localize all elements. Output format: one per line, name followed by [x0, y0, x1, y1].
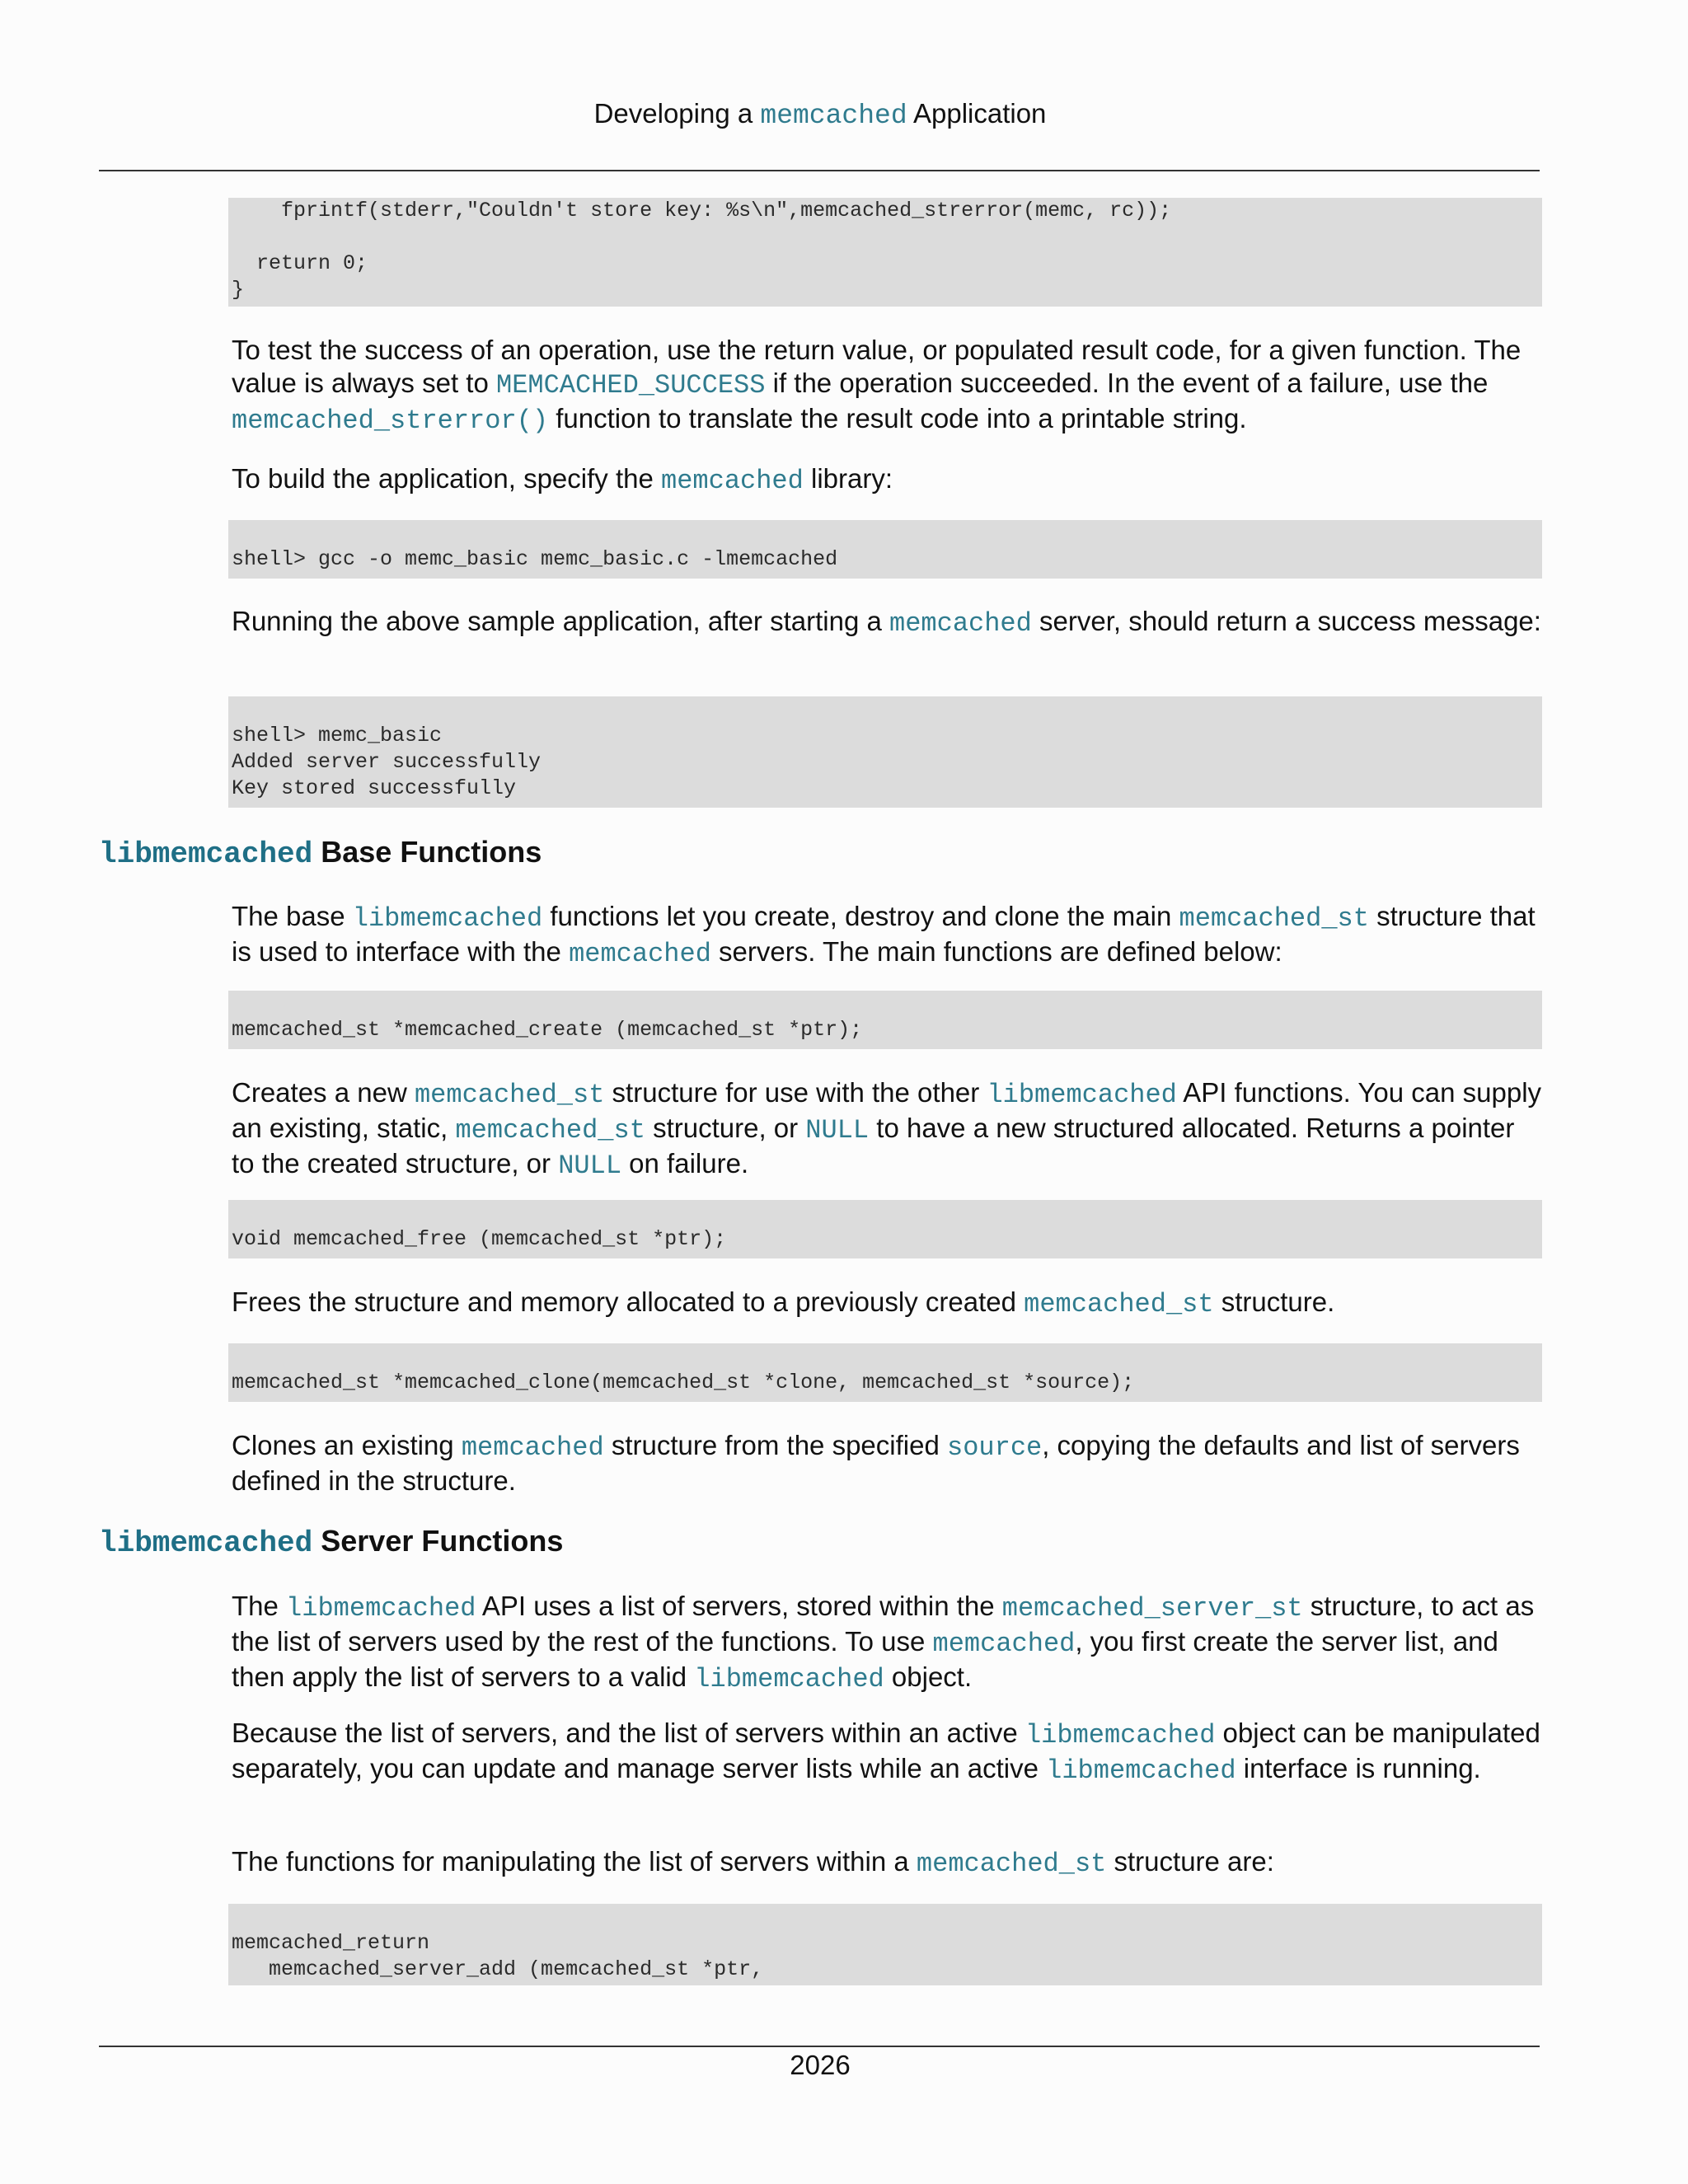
keyword-memcached: memcached [661, 466, 804, 496]
text-run: structure that is used to interface with the [232, 901, 1536, 967]
keyword-memcached-success: MEMCACHED_SUCCESS [495, 370, 766, 401]
text-run: To test the success of an operation, use the return value, or populated result code, for a given function. The value is always set to [232, 335, 1522, 398]
text-run: The base [232, 901, 353, 931]
paragraph-server-list-api [232, 1590, 1542, 1696]
text-run: library: [803, 463, 893, 494]
keyword-libmemcached: libmemcached [694, 1664, 884, 1694]
code-line: void memcached_free (memcached_st *ptr); [232, 1227, 727, 1251]
code-line: Key stored successfully [232, 776, 517, 800]
code-block-memc-basic-output [228, 696, 1542, 808]
code-line: memcached_server_add (memcached_st *ptr, [232, 1957, 764, 1981]
code-block-memcached-server-add [228, 1904, 1542, 1985]
text-run: API functions. You can supply an existing, static, [232, 1077, 1542, 1143]
code-line [232, 224, 1539, 251]
code-line: memcached_st *memcached_clone(memcached_st *clone, memcached_st *source); [232, 1371, 1135, 1394]
text-run: object. [884, 1661, 973, 1692]
text-run: servers. The main functions are defined below: [710, 936, 1282, 967]
footer-rule [99, 2046, 1540, 2047]
page-number: 2026 [790, 2050, 851, 2080]
text-run: object can be manipulated separately, you can update and manage server lists while an active [232, 1718, 1540, 1783]
text-run: API uses a list of servers, stored within the [476, 1591, 1002, 1621]
keyword-memcached-strerror: memcached_strerror() [232, 405, 549, 436]
paragraph-running-sample [232, 605, 1542, 640]
code-line: shell> memc_basic [232, 724, 443, 748]
header-prefix: Developing a [593, 98, 761, 129]
page-header-title [0, 97, 1640, 133]
heading-keyword: libmemcached [99, 1526, 313, 1560]
text-run: Because the list of servers, and the list of servers within an active [232, 1718, 1025, 1748]
keyword-source: source [947, 1432, 1043, 1463]
keyword-null: NULL [558, 1151, 622, 1181]
text-run: The functions for manipulating the list of servers within a [232, 1846, 917, 1877]
code-line: memcached_st *memcached_create (memcached_st *ptr); [232, 1018, 863, 1042]
paragraph-create-description [232, 1076, 1542, 1183]
keyword-memcached: memcached [932, 1629, 1076, 1659]
text-run: if the operation succeeded. In the event of a failure, use the [765, 368, 1489, 398]
code-block-gcc [228, 520, 1542, 579]
text-run: interface is running. [1236, 1753, 1481, 1783]
code-block-memcached-create [228, 991, 1542, 1049]
keyword-memcached-st: memcached_st [414, 1080, 605, 1110]
heading-text: Server Functions [312, 1524, 564, 1558]
code-line: Added server successfully [232, 750, 542, 774]
heading-text: Base Functions [312, 835, 542, 869]
text-run: The [232, 1591, 287, 1621]
header-keyword: memcached [760, 101, 907, 131]
keyword-libmemcached: libmemcached [1046, 1755, 1236, 1786]
paragraph-manage-server-lists [232, 1717, 1542, 1788]
code-line: } [232, 278, 245, 302]
paragraph-clone-description [232, 1429, 1542, 1497]
header-rule [99, 170, 1540, 171]
section-heading-server-functions [99, 1523, 563, 1562]
paragraph-server-functions-list [232, 1845, 1542, 1881]
section-heading-base-functions [99, 834, 542, 873]
keyword-memcached: memcached [569, 939, 711, 969]
keyword-memcached: memcached [889, 608, 1032, 639]
code-line: memcached_return [232, 1931, 430, 1955]
paragraph-free-description [232, 1286, 1542, 1321]
code-block-memcached-clone [228, 1343, 1542, 1402]
text-run: function to translate the result code into a printable string. [548, 403, 1247, 434]
header-suffix: Application [907, 98, 1047, 129]
text-run: structure from the specified [603, 1430, 947, 1460]
keyword-libmemcached: libmemcached [286, 1593, 476, 1624]
keyword-memcached-st: memcached_st [916, 1849, 1107, 1879]
keyword-memcached-server-st: memcached_server_st [1001, 1593, 1303, 1624]
keyword-libmemcached: libmemcached [987, 1080, 1177, 1110]
text-run: to have a new structured allocated. Returns a pointer to the created structure, or [232, 1113, 1515, 1179]
keyword-libmemcached: libmemcached [1025, 1720, 1216, 1750]
text-run: on failure. [621, 1148, 749, 1179]
paragraph-base-functions [232, 900, 1542, 971]
text-run: server, should return a success message: [1031, 606, 1541, 636]
keyword-null: NULL [805, 1115, 870, 1146]
keyword-memcached-st: memcached_st [455, 1115, 645, 1146]
keyword-libmemcached: libmemcached [352, 903, 543, 934]
text-run: , you first create the server list, and then apply the list of servers to a valid [232, 1626, 1498, 1692]
keyword-memcached-st: memcached_st [1024, 1289, 1214, 1319]
text-run: structure, or [645, 1113, 806, 1143]
text-run: structure are: [1106, 1846, 1274, 1877]
code-block-store-key [228, 198, 1542, 307]
text-run: , copying the defaults and list of servers defined in the structure. [232, 1430, 1520, 1496]
text-run: Running the above sample application, after starting a [232, 606, 889, 636]
text-run: functions let you create, destroy and clone the main [542, 901, 1179, 931]
heading-keyword: libmemcached [99, 837, 313, 871]
text-run: Clones an existing [232, 1430, 462, 1460]
text-run: To build the application, specify the [232, 463, 661, 494]
text-run: Frees the structure and memory allocated to a previously created [232, 1286, 1025, 1317]
paragraph-operation-success [232, 334, 1542, 438]
paragraph-build-application [232, 462, 1542, 498]
keyword-memcached-st: memcached_st [1179, 903, 1369, 934]
text-run: structure for use with the other [604, 1077, 987, 1108]
code-line: return 0; [232, 251, 368, 275]
text-run: structure. [1213, 1286, 1335, 1317]
keyword-memcached: memcached [461, 1432, 604, 1463]
code-block-memcached-free [228, 1200, 1542, 1258]
text-run: Creates a new [232, 1077, 415, 1108]
code-line: fprintf(stderr,"Couldn't store key: %s\n",memcached_strerror(memc, rc)); [232, 199, 1172, 223]
text-run: structure, to act as the list of servers used by the rest of the functions. To use [232, 1591, 1535, 1657]
code-line: shell> gcc -o memc_basic memc_basic.c -lmemcached [232, 547, 838, 571]
